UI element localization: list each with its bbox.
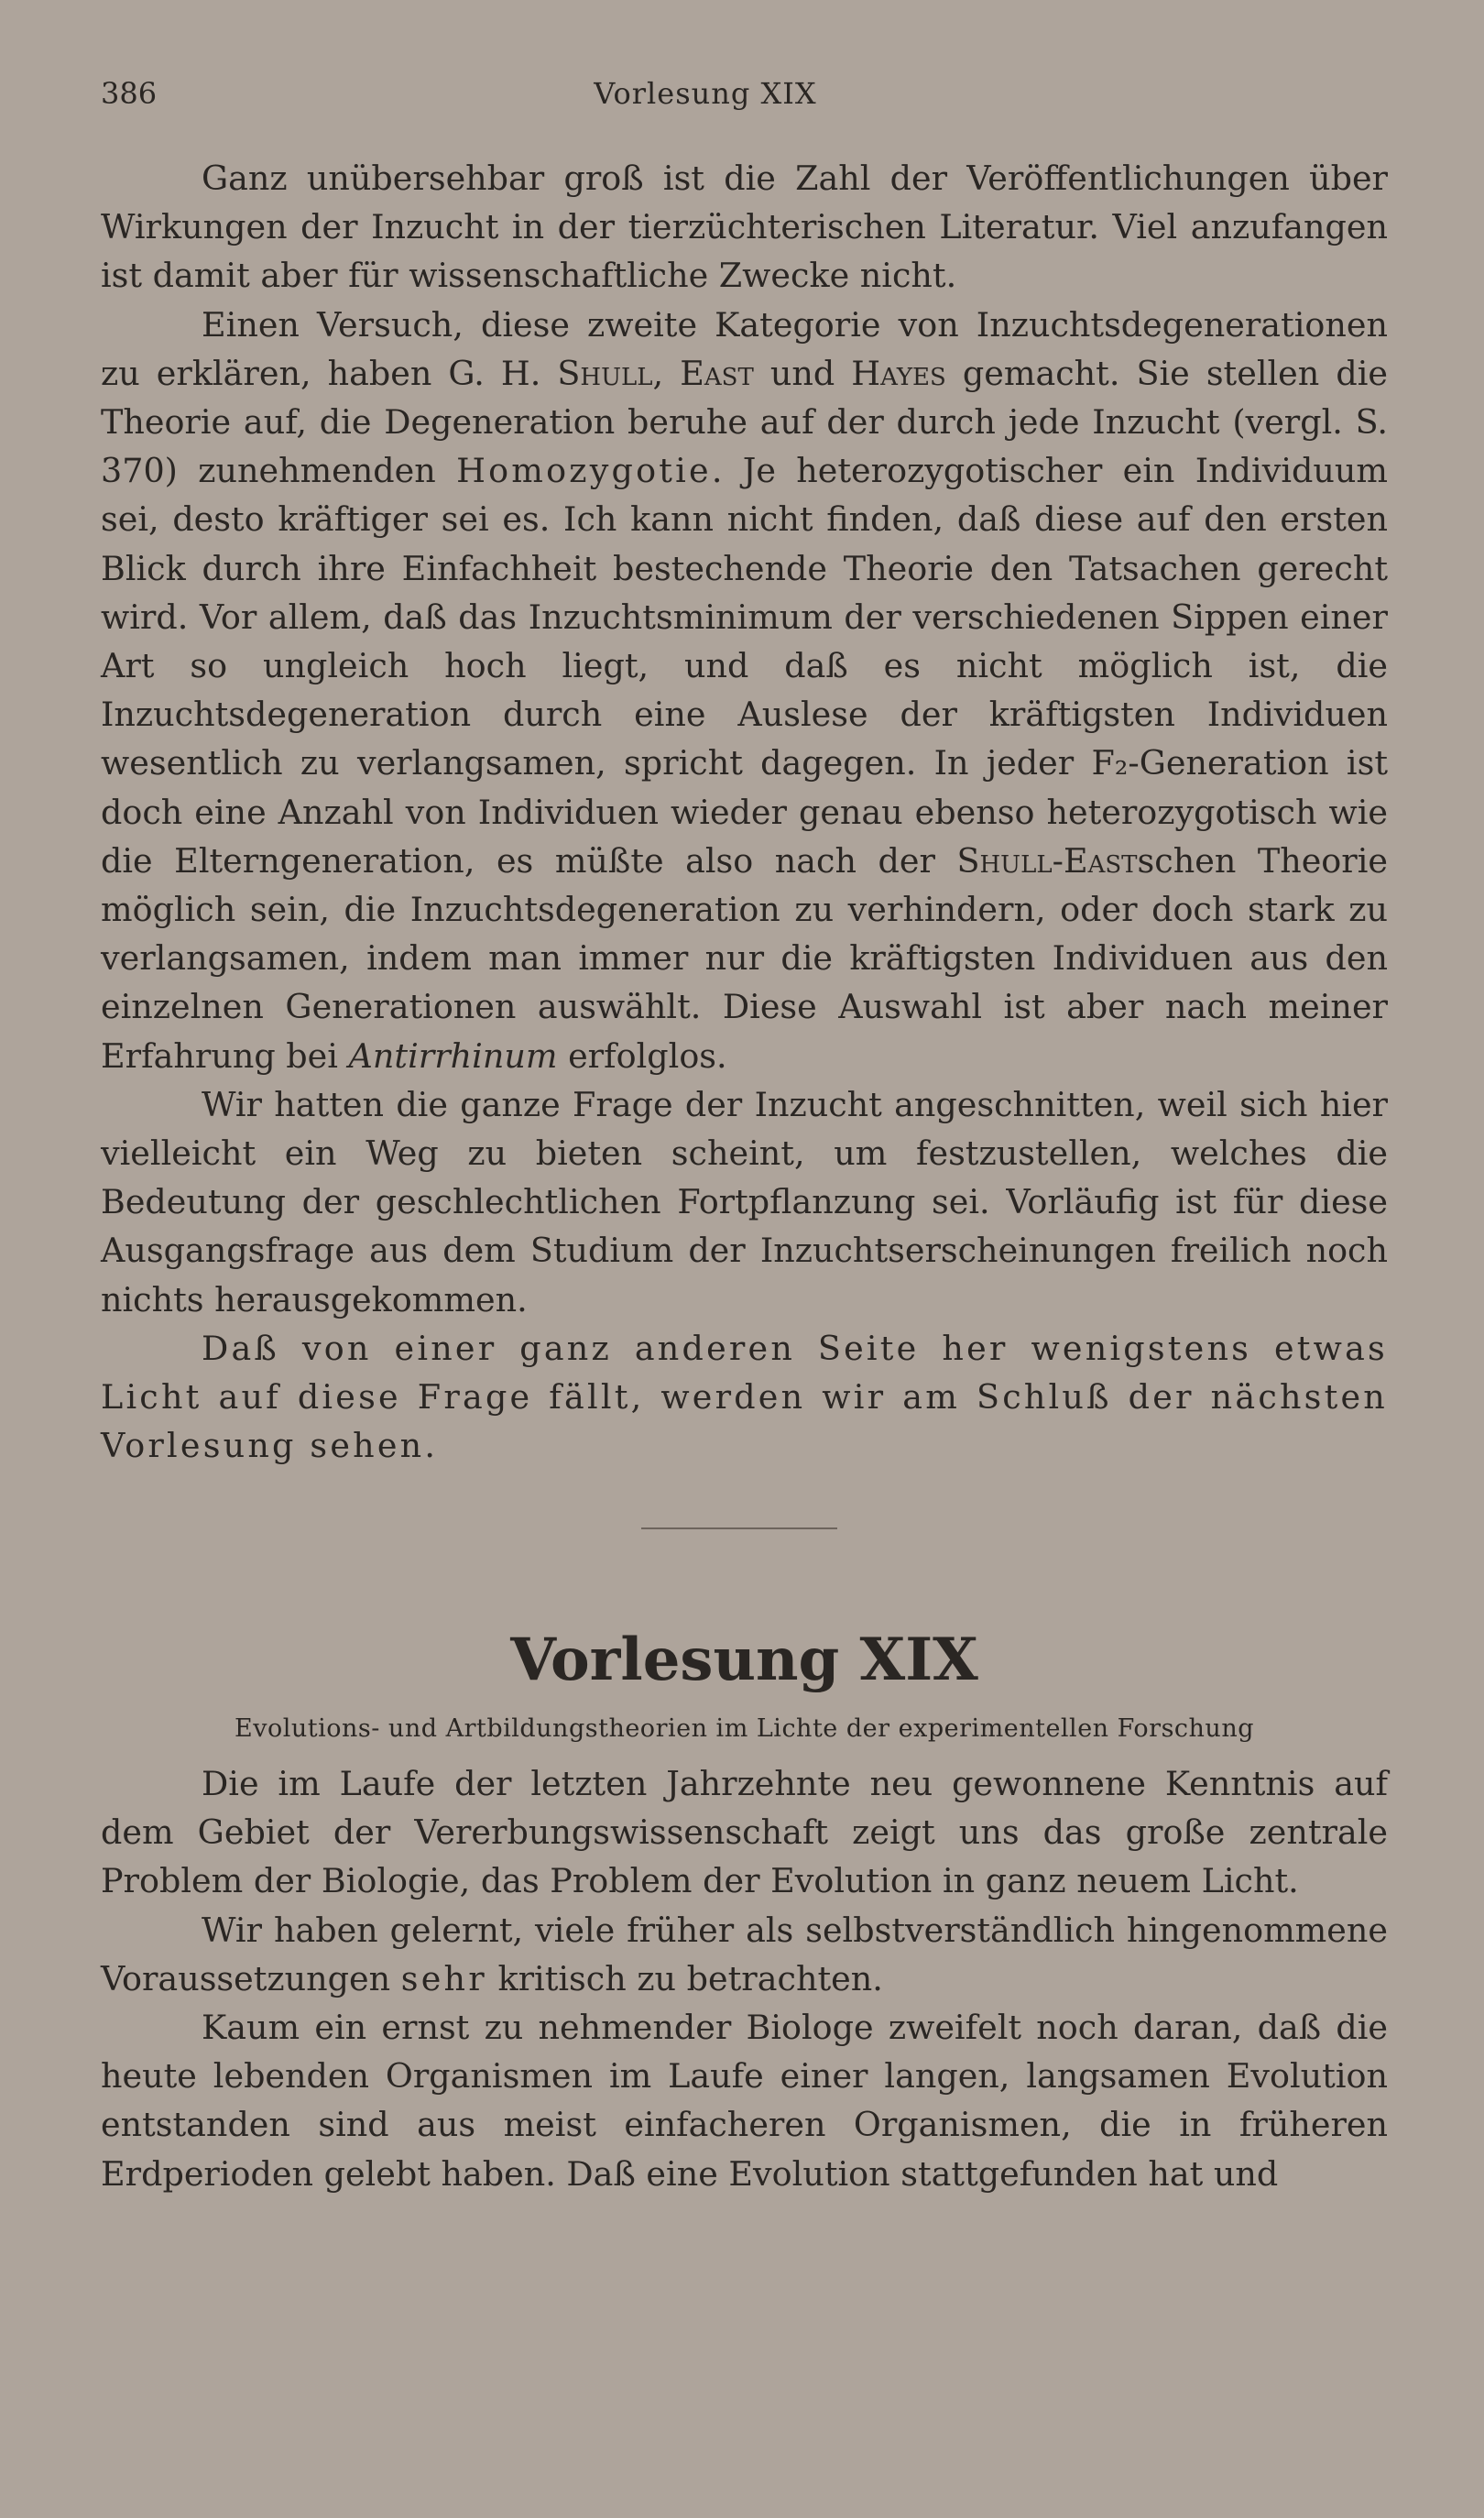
text-run: kritisch zu betrachten. bbox=[486, 1958, 883, 1998]
chapter-subtitle: Evolutions- und Artbildungstheorien im Lichte der experimentellen Forschung bbox=[235, 1714, 1254, 1743]
text-run: . Je heterozygotischer ein Individuum sei, desto kräftiger sei es. Ich kann nicht finden, daß diese auf den ersten Blick durch ihre Einfachheit bestechende Theorie den Tatsachen gerecht wird. Vor allem, daß das Inzuchtsminimum der verschiedenen Sippen einer Art so ungleich hoch liegt, und daß es nicht möglich ist, die Inzuchtsdegeneration durch eine Auslese der kräftigsten Individuen wesentlich zu verlangsamen, spricht dagegen. In jeder F₂-Generation ist doch eine Anzahl von Individuen wieder genau ebenso heterozygotisch wie die Elterngeneration, es müßte also nach der bbox=[101, 451, 1388, 881]
page-number: 386 bbox=[101, 76, 158, 111]
text-run: Einen Versuch, diese zweite Kategorie von Inzuchtsdegenerationen zu erklären, haben G. H. bbox=[101, 304, 1388, 393]
text-block-bottom bbox=[101, 1759, 1388, 2198]
paragraph: Daß von einer ganz anderen Seite her wenigstens etwas Licht auf diese Frage fällt, werden wir am Schluß der nächsten Vorlesung sehen. bbox=[101, 1328, 1388, 1466]
paragraph: Kaum ein ernst zu nehmender Biologe zweifelt noch daran, daß die heute lebenden Organismen im Laufe einer langen, langsamen Evolution entstanden sind aus meist einfacheren Organismen, die in früheren Erdperioden gelebt haben. Daß eine Evolution stattgefunden hat und bbox=[101, 2008, 1388, 2194]
emphasized-term: sehr bbox=[400, 1958, 487, 1998]
section-divider bbox=[641, 1527, 837, 1529]
text-run: schen Theorie möglich sein, die Inzuchtsdegeneration zu verhindern, oder doch stark zu verlangsamen, indem man immer nur die kräftigsten Individuen aus den einzelnen Generationen auswählt. Diese Auswahl ist aber nach meiner Erfahrung bei bbox=[101, 840, 1389, 1076]
text-run: Wir haben gelernt, viele früher als selbstverständlich hingenommene Voraussetzungen bbox=[101, 1910, 1388, 1998]
emphasized-term: Homozygotie bbox=[456, 451, 712, 491]
text-run: erfolglos. bbox=[557, 1035, 727, 1076]
paragraph: Ganz unübersehbar groß ist die Zahl der Veröffentlichungen über Wirkungen der Inzucht in der tierzüchterischen Literatur. Viel anzufangen ist damit aber für wissenschaftliche Zwecke nicht. bbox=[101, 159, 1388, 296]
author-name: Shull bbox=[557, 353, 653, 393]
author-name: Hayes bbox=[851, 353, 946, 393]
paragraph bbox=[101, 1906, 1388, 2003]
text-block-top bbox=[101, 154, 1388, 1470]
text-run: gemacht. Sie stellen die Theorie auf, die Degeneration beruhe auf der durch jede Inzucht (vergl. S. 370) zunehmenden bbox=[101, 353, 1388, 491]
text-run: und bbox=[753, 353, 852, 393]
genus-name: Antirrhinum bbox=[348, 1035, 558, 1076]
author-name: East bbox=[680, 353, 754, 393]
text-run: , bbox=[652, 353, 681, 393]
running-title: Vorlesung XIX bbox=[594, 76, 817, 111]
paragraph bbox=[101, 301, 1388, 1080]
chapter-title: Vorlesung XIX bbox=[510, 1626, 978, 1694]
paragraph: Die im Laufe der letzten Jahrzehnte neu gewonnene Kenntnis auf dem Gebiet der Vererbungswissenschaft zeigt uns das große zentrale Problem der Biologie, das Problem der Evolution in ganz neuem Licht. bbox=[101, 1764, 1388, 1901]
paragraph: Wir hatten die ganze Frage der Inzucht angeschnitten, weil sich hier vielleicht ein Weg zu bieten scheint, um festzustellen, welches die Bedeutung der geschlechtlichen Fortpflanzung sei. Vorläufig ist für diese Ausgangsfrage aus dem Studium der Inzuchtserscheinungen freilich noch nichts herausgekommen. bbox=[101, 1084, 1388, 1319]
author-name: Shull-East bbox=[956, 840, 1138, 881]
